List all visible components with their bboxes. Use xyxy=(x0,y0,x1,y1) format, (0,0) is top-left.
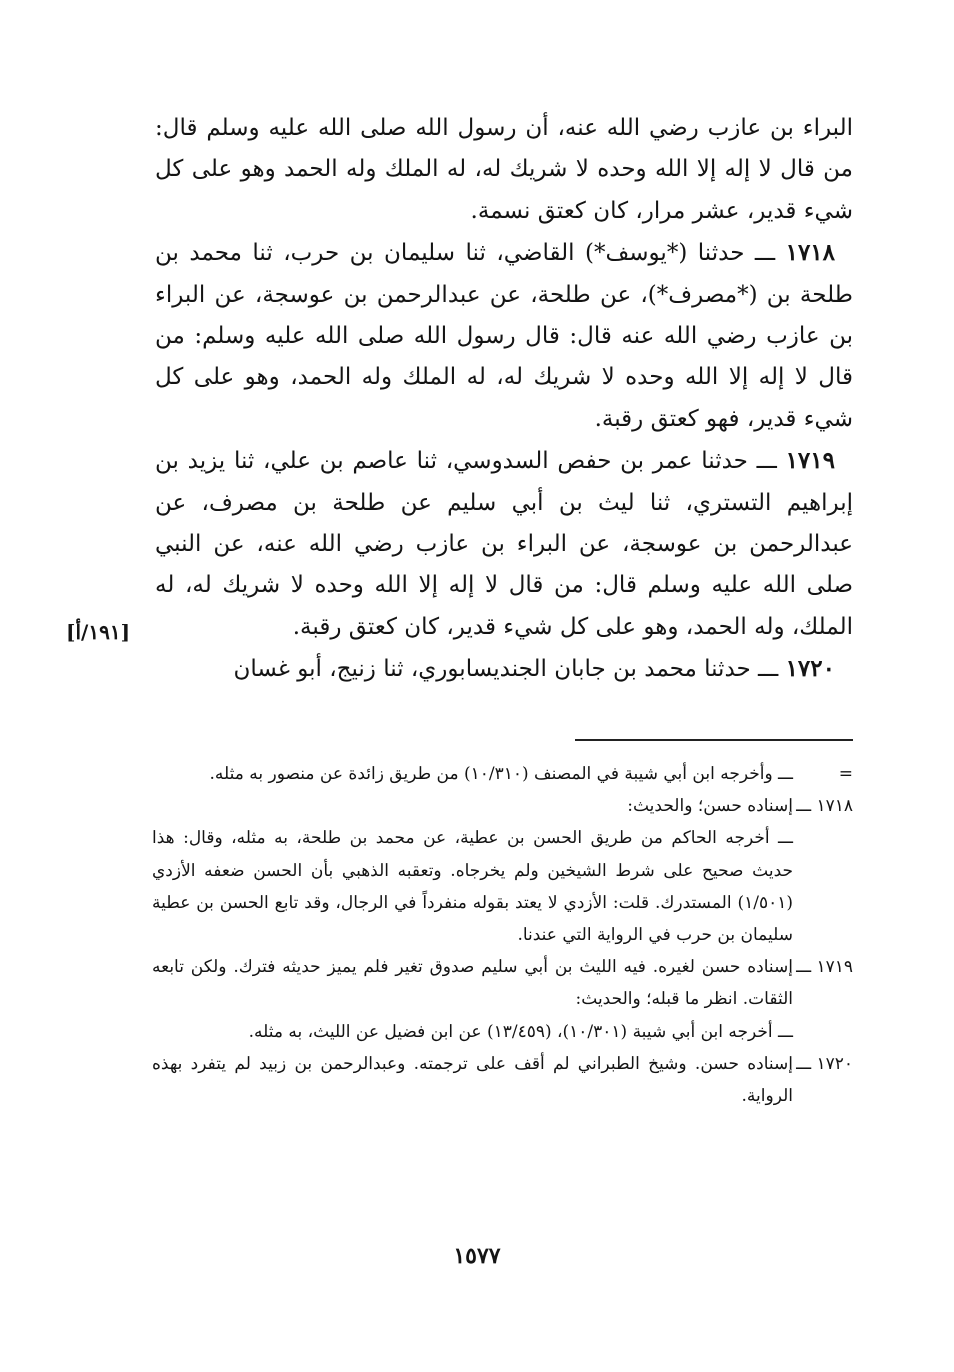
hadith-number: ١٧٢٠ xyxy=(785,655,835,683)
hadith-1718 xyxy=(155,232,853,440)
page-number: ١٥٧٧ xyxy=(453,1243,501,1269)
footnote-separator xyxy=(575,739,853,741)
footnote-line: ـــ أخرجه الحاكم من طريق الحسن بن عطية، عن محمد بن طلحة، به مثله، وقال: هذا حديث صحيح على شرط الشيخين ولم يخرجاه. وتعقبه الذهبي بأن الحسن ضعفه الأزدي (١/٥٠١) المستدرك. قلت: الأزدي لا يعتد بقوله منفرداً في الرجال، وقد تابع الحسن بن عطية سليمان بن حرب في الرواية التي عندنا. xyxy=(152,828,793,946)
footnote-body xyxy=(152,951,793,1048)
footnotes xyxy=(152,758,853,1112)
footnote-label: = xyxy=(838,764,853,784)
footnote-body xyxy=(152,758,793,790)
footnote-line: إسناده حسن. وشيخ الطبراني لم أقف على ترجمته. وعبدالرحمن بن زبيد لم يتفرد بهذه الرواية. xyxy=(152,1053,793,1107)
footnote-line: ـــ وأخرجه ابن أبي شيبة في المصنف (١٠/٣١٠) من طريق زائدة عن منصور به مثله. xyxy=(209,764,793,784)
paragraph-continuation xyxy=(155,108,853,232)
hadith-number: ١٧١٩ xyxy=(785,447,835,475)
footnote-line: إسناده حسن لغيره. فيه الليث بن أبي سليم صدوق تغير فلم يميز حديثه فترك. ولكن تابعه الثقات. انظر ما قبله؛ والحديث: xyxy=(152,957,793,1010)
footnote-1720 xyxy=(152,1048,853,1112)
hadith-text: ـــ حدثنا (*يوسف*) القاضي، ثنا سليمان بن حرب، ثنا محمد بن طلحة بن (*مصرف*)، عن طلحة، عن عبدالرحمن بن عوسجة، عن البراء بن عازب رضي الله عنه قال: قال رسول الله صلى الله عليه وسلم: من قال لا إله إلا الله وحده لا شريك له، له الملك وله الحمد، وهو على كل شيء قدير، فهو كعتق رقبة. xyxy=(155,240,853,432)
main-text xyxy=(155,108,853,691)
manuscript-folio-marker: [١٩١/أ] xyxy=(66,620,131,644)
footnote-line: إسناده حسن؛ والحديث: xyxy=(627,796,793,817)
hadith-text: ـــ حدثنا محمد بن جابان الجنديسابوري، ثنا زنيج، أبو غسان xyxy=(233,656,779,683)
footnote-label: ١٧١٩ ـــ xyxy=(796,957,853,978)
hadith-1720 xyxy=(155,648,853,690)
footnote-line: ـــ أخرجه ابن أبي شيبة (١٠/٣٠١)، (١٣/٤٥٩) عن ابن فضيل عن الليث، به مثله. xyxy=(248,1021,793,1042)
hadith-text: ـــ حدثنا عمر بن حفص السدوسي، ثنا عاصم بن علي، ثنا يزيد بن إبراهيم التستري، ثنا ليث بن أبي سليم عن طلحة بن مصرف، عن عبدالرحمن بن عوسجة، عن البراء بن عازب رضي الله عنه، عن النبي صلى الله عليه وسلم قال: من قال لا إله إلا الله وحده لا شريك له، له الملك، وله الحمد، وهو على كل شيء قدير، كان كعتق رقبة. xyxy=(155,448,853,640)
hadith-number: ١٧١٨ xyxy=(785,239,836,267)
footnote-body xyxy=(152,790,793,951)
footnote-label: ١٧١٨ ـــ xyxy=(796,796,853,817)
footnote-continuation xyxy=(152,758,853,790)
footnote-label: ١٧٢٠ ـــ xyxy=(796,1053,853,1074)
footnote-body xyxy=(152,1048,793,1112)
hadith-1719 xyxy=(155,440,853,648)
footnote-1718 xyxy=(152,790,853,951)
paragraph-text: البراء بن عازب رضي الله عنه، أن رسول الله صلى الله عليه وسلم قال: من قال لا إله إلا الله وحده لا شريك له، له الملك وله الحمد وهو على كل شيء قدير، عشر مرار، كان كعتق نسمة. xyxy=(155,115,853,224)
footnote-1719 xyxy=(152,951,853,1048)
